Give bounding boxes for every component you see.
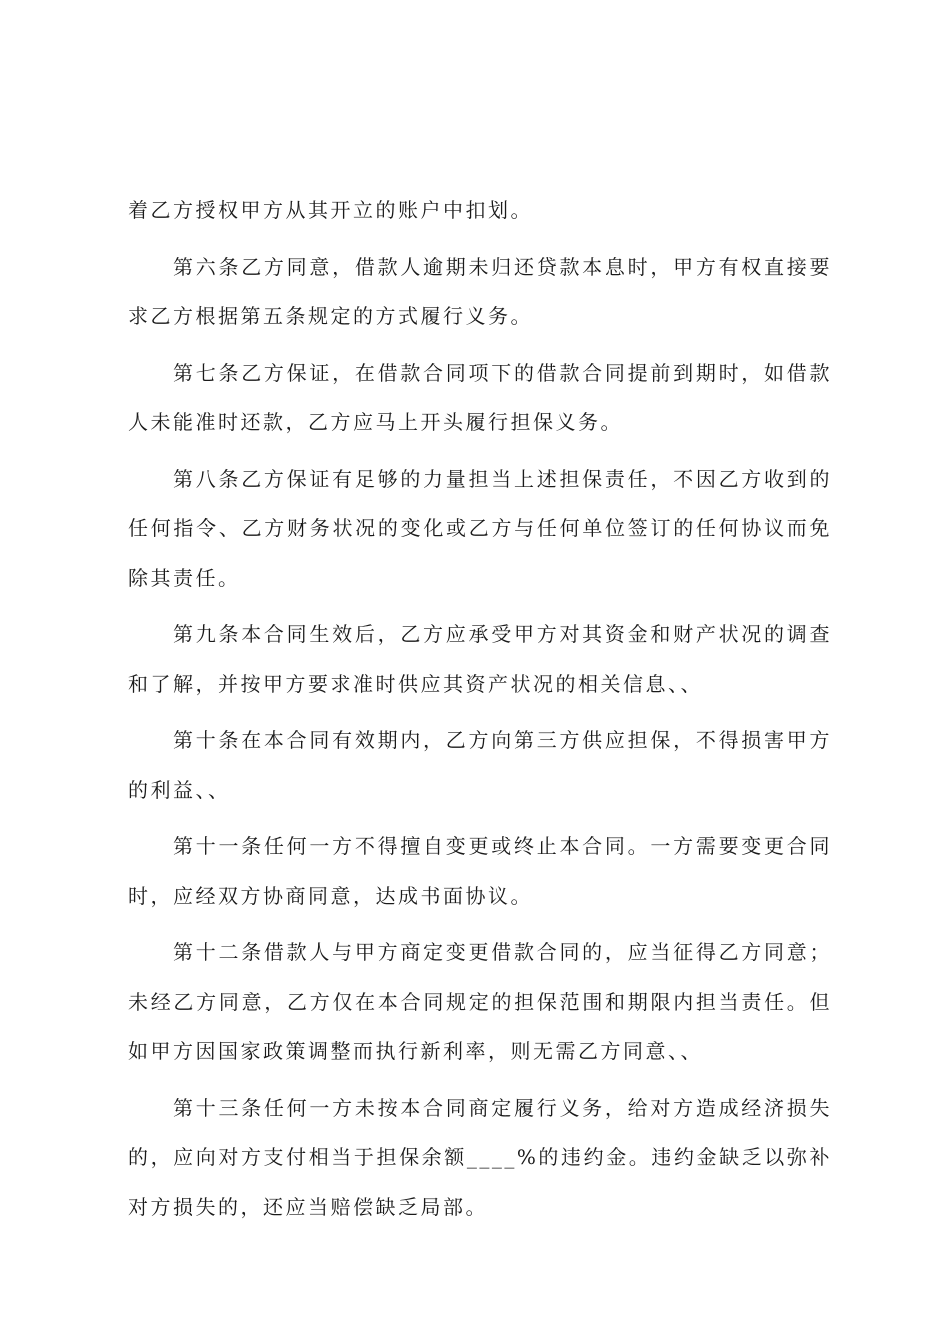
document-body <box>128 186 832 1239</box>
paragraph-article-13: 第十三条任何一方未按本合同商定履行义务，给对方造成经济损失的，应向对方支付相当于担保余额____%的违约金。违约金缺乏以弥补对方损失的，还应当赔偿缺乏局部。 <box>128 1095 832 1219</box>
paragraph-article-8: 第八条乙方保证有足够的力量担当上述担保责任，不因乙方收到的任何指令、乙方财务状况的变化或乙方与任何单位签订的任何协议而免除其责任。 <box>128 466 832 590</box>
paragraph-article-11: 第十一条任何一方不得擅自变更或终止本合同。一方需要变更合同时，应经双方协商同意，达成书面协议。 <box>128 834 832 908</box>
paragraph-article-9: 第九条本合同生效后，乙方应承受甲方对其资金和财产状况的调查和了解，并按甲方要求准时供应其资产状况的相关信息、、 <box>128 622 832 696</box>
paragraph-article-10: 第十条在本合同有效期内，乙方向第三方供应担保，不得损害甲方的利益、、 <box>128 728 832 802</box>
paragraph-article-12: 第十二条借款人与甲方商定变更借款合同的，应当征得乙方同意；未经乙方同意，乙方仅在本合同规定的担保范围和期限内担当责任。但如甲方因国家政策调整而执行新利率，则无需乙方同意、、 <box>128 940 832 1063</box>
paragraph-article-7: 第七条乙方保证，在借款合同项下的借款合同提前到期时，如借款人未能准时还款，乙方应马上开头履行担保义务。 <box>128 360 832 434</box>
paragraph-article-6: 第六条乙方同意，借款人逾期未归还贷款本息时，甲方有权直接要求乙方根据第五条规定的方式履行义务。 <box>128 254 832 328</box>
paragraph-continuation: 着乙方授权甲方从其开立的账户中扣划。 <box>128 198 533 222</box>
